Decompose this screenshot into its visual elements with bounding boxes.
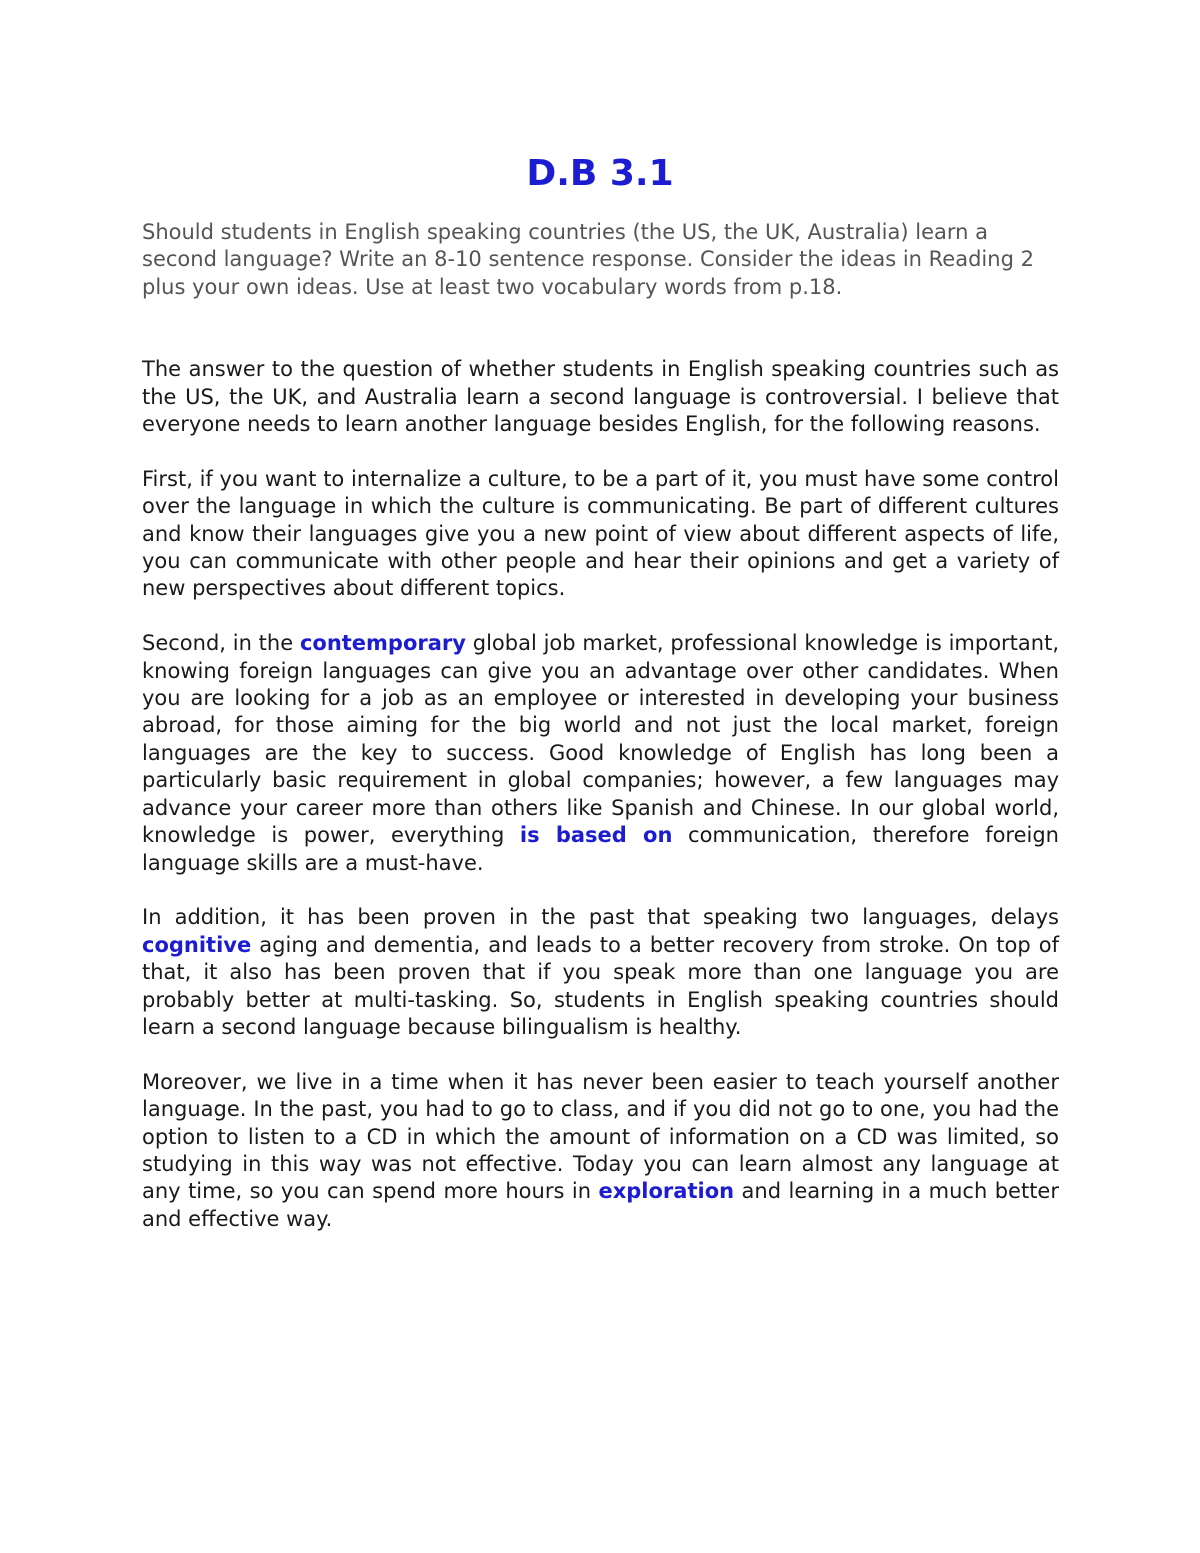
vocabulary-word: contemporary (299, 631, 466, 656)
spacer (142, 438, 1059, 465)
paragraph-intro: The answer to the question of whether students in English speaking countries such as the US, the UK, and Australia learn a second language is controversial. I believe that everyone needs to learn another language besides English, for the following reasons. (142, 357, 1059, 437)
spacer (142, 1041, 1059, 1068)
paragraph-text: aging and dementia, and leads to a better recovery from stroke. On top of that, it also has been proven that if you speak more than one language you are probably better at multi-tasking. So, students in English speaking countries should learn a second language because bilingualism is healthy. (142, 932, 1059, 1039)
spacer (142, 603, 1059, 630)
vocabulary-word: cognitive (142, 932, 252, 957)
paragraph-third (142, 904, 1059, 1041)
paragraph-fourth (142, 1069, 1059, 1233)
vocabulary-word: exploration (598, 1179, 735, 1204)
paragraph-text: Moreover, we live in a time when it has never been easier to teach yourself another language. In the past, you had to go to class, and if you did not go to one, you had the option to listen to a CD in which the amount of information on a CD was limited, so studying in this way was not effective. Today you can learn almost any language at any time, so you can spend more hours in (142, 1069, 1059, 1204)
paragraph-first: First, if you want to internalize a culture, to be a part of it, you must have some control over the language in which the culture is communicating. Be part of different cultures and know their languages give you a new point of view about different aspects of life, you can communicate with other people and hear their opinions and get a variety of new perspectives about different topics. (142, 466, 1059, 601)
document-body (142, 219, 1059, 1233)
paragraph-text: Second, in the (142, 631, 300, 656)
page-title: D.B 3.1 (526, 153, 674, 194)
spacer (142, 301, 1059, 356)
paragraph-text: communication, therefore foreign language skills are a must-have. (142, 823, 1059, 875)
paragraph-text: global job market, professional knowledge is important, knowing foreign languages can give you an advantage over other candidates. When you are looking for a job as an employee or interested in developing your business abroad, for those aiming for the big world and not just the local market, foreign languages are the key to success. Good knowledge of English has long been a particularly basic requirement in global companies; however, a few languages may advance your career more than others like Spanish and Chinese. In our global world, knowledge is power, everything (142, 631, 1060, 848)
spacer (142, 877, 1059, 904)
assignment-prompt: Should students in English speaking countries (the US, the UK, Australia) learn a second language? Write an 8-10 sentence response. Consider the ideas in Reading 2 plus your own ideas. Use at least two vocabulary words from p.18. (142, 220, 1034, 299)
paragraph-text: and learning in a much better and effective way. (142, 1179, 1059, 1231)
paragraph-second (142, 630, 1059, 877)
paragraph-text: In addition, it has been proven in the past that speaking two languages, delays (142, 905, 1059, 930)
vocabulary-word: is based on (519, 823, 673, 848)
